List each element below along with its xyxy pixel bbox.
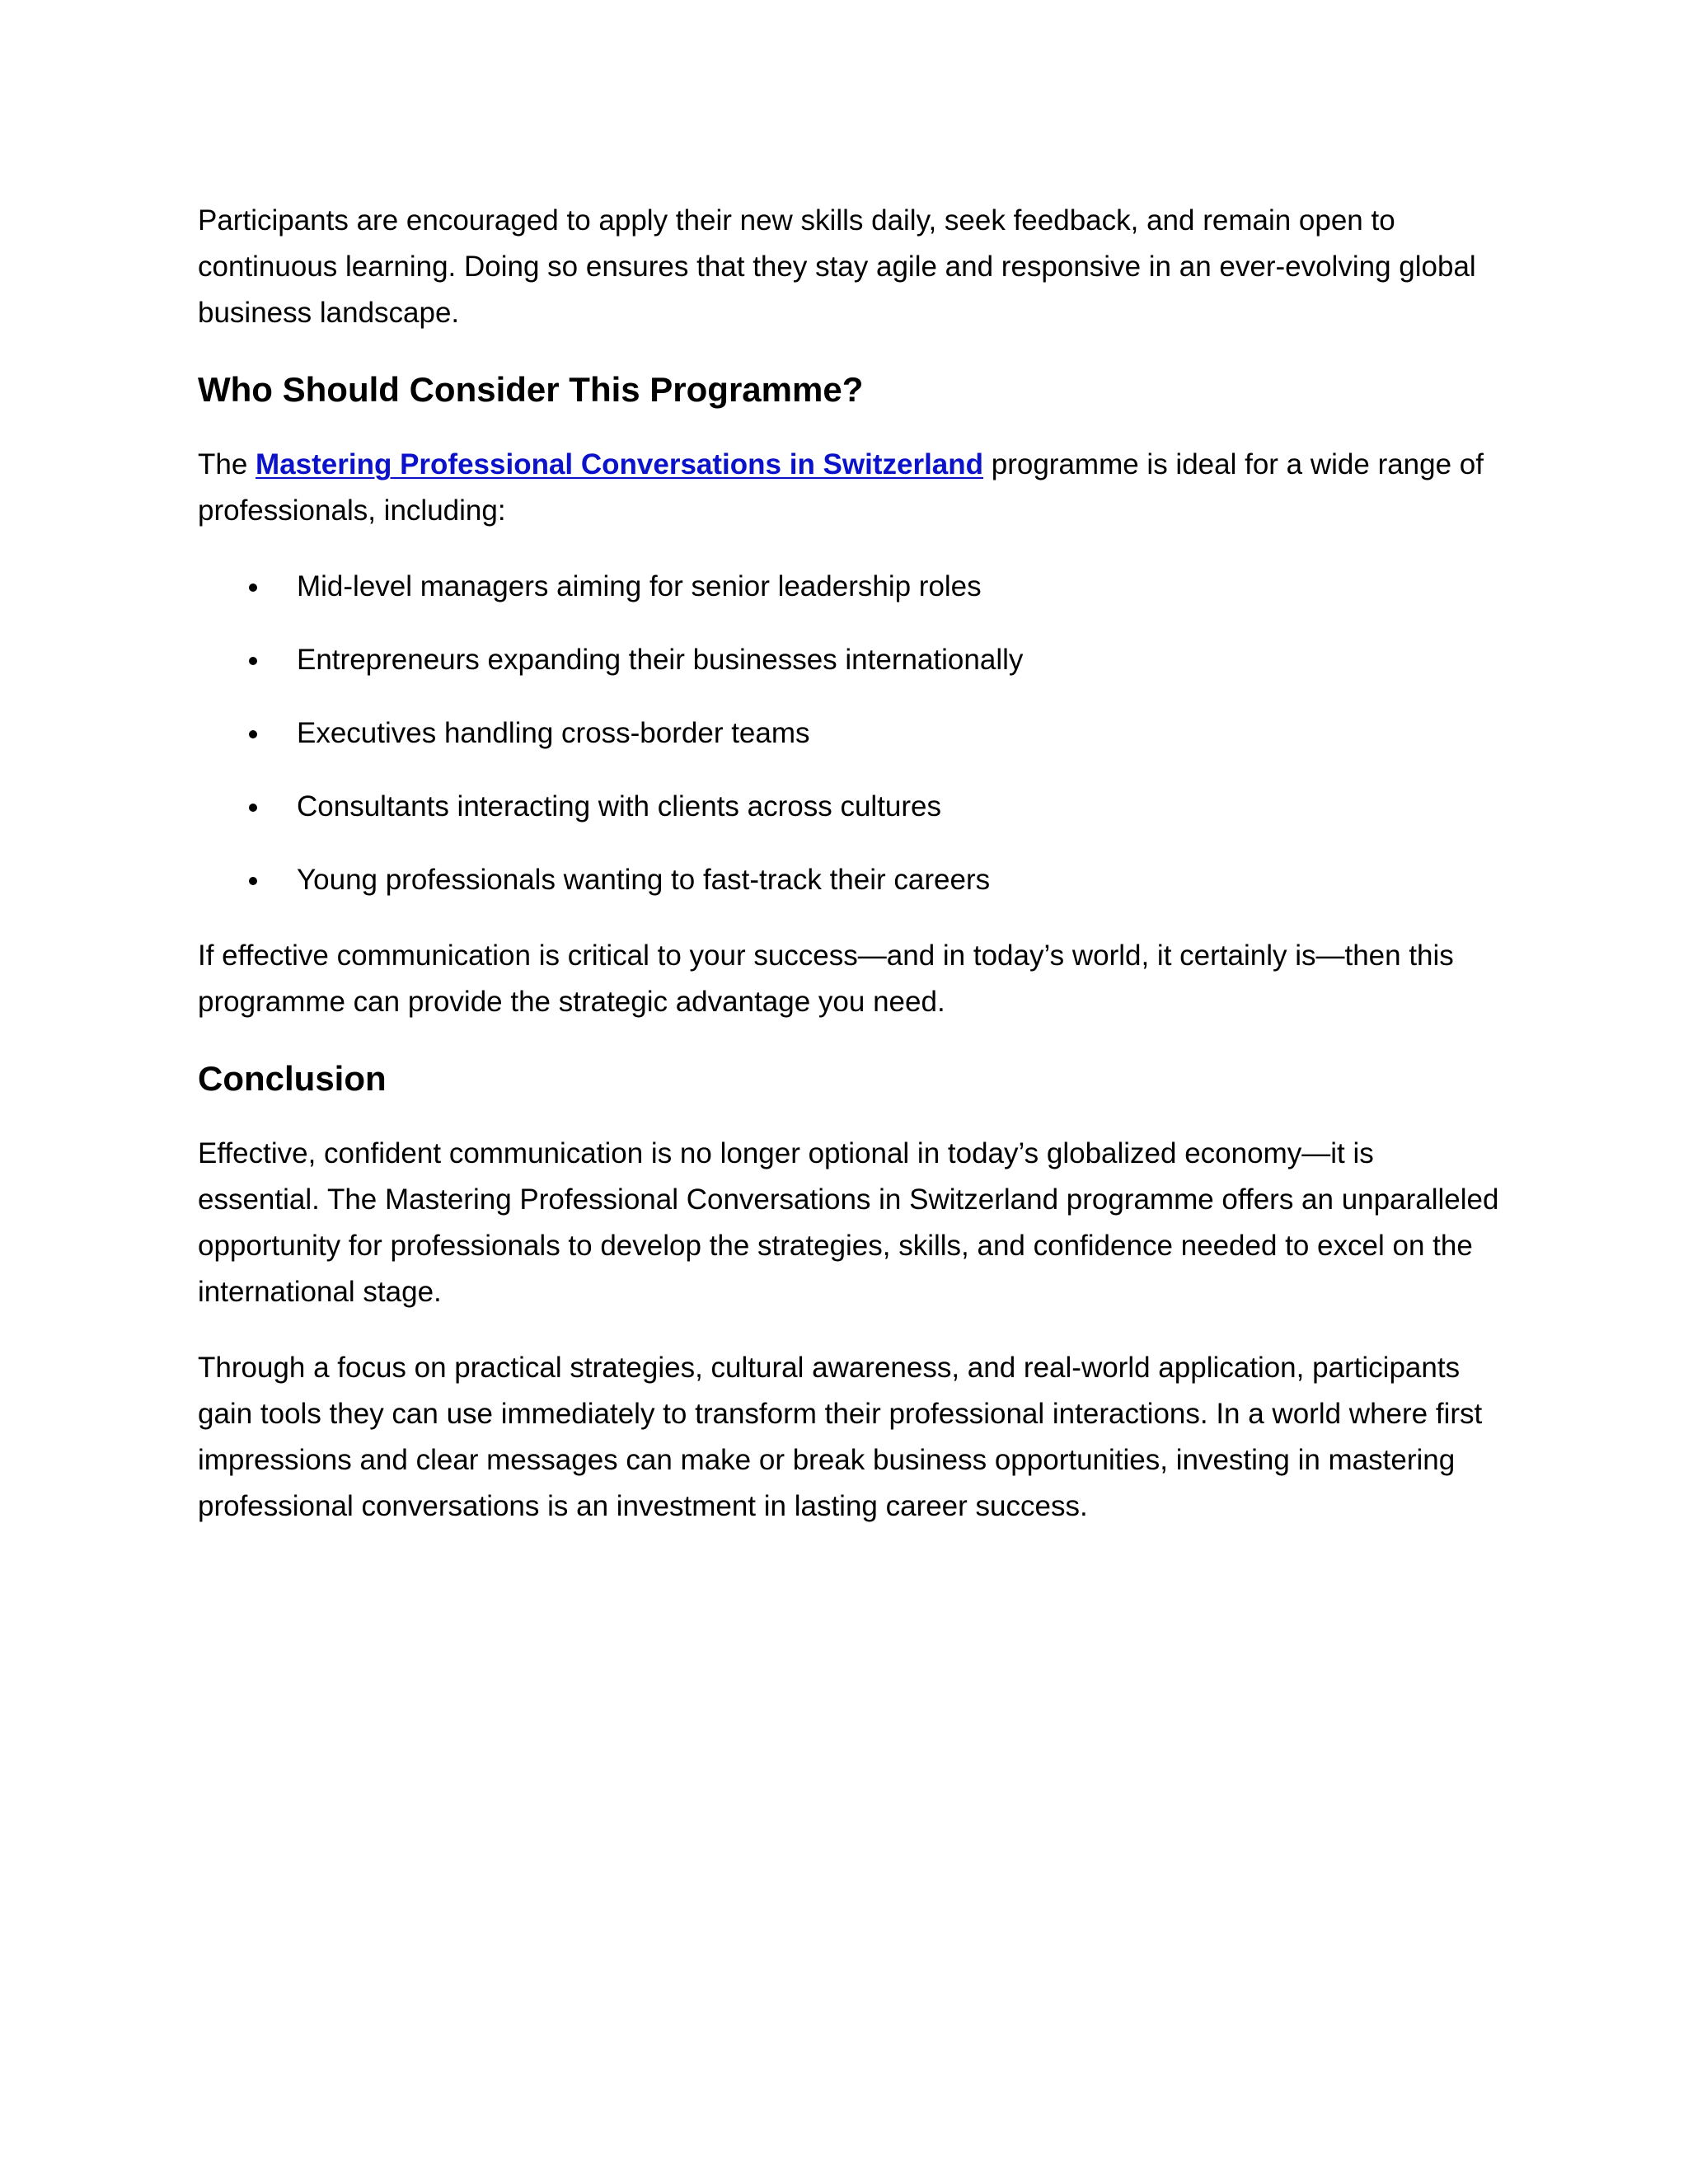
list-item-text: Executives handling cross-border teams [297, 717, 810, 749]
who-intro-prefix: The [198, 448, 256, 480]
list-item [198, 784, 1500, 830]
list-item-text: Young professionals wanting to fast-track their careers [297, 864, 991, 896]
opening-paragraph: Participants are encouraged to apply their new skills daily, seek feedback, and remain open to continuous learning. Doing so ensures that they stay agile and responsive in an ever-evolving global business landscape. [198, 204, 1476, 329]
section-heading-who: Who Should Consider This Programme? [198, 370, 864, 409]
list-item [198, 710, 1500, 757]
list-item-text: Entrepreneurs expanding their businesses internationally [297, 644, 1024, 676]
document-content [198, 198, 1500, 1530]
list-item-text: Consultants interacting with clients across cultures [297, 790, 942, 823]
section-heading-conclusion: Conclusion [198, 1059, 387, 1098]
bullet-icon [249, 804, 257, 812]
who-intro-suffix: programme is ideal for a wide range of professionals, including: [198, 448, 1484, 527]
conclusion-paragraph-2: Through a focus on practical strategies, cultural awareness, and real-world application, participants gain tools they can use immediately to transform their professional interactions. In a world where first impressions and clear messages can make or break business opportunities, investing in mastering professional conversations is an investment in lasting career success. [198, 1352, 1483, 1522]
bullet-icon [249, 877, 257, 885]
audience-list [198, 564, 1500, 903]
bullet-icon [249, 657, 257, 665]
bullet-icon [249, 583, 257, 592]
bullet-icon [249, 730, 257, 738]
who-intro-paragraph [198, 442, 1500, 534]
conclusion-paragraph-1: Effective, confident communication is no longer optional in today’s globalized economy—it is essential. The Mastering Professional Conversations in Switzerland programme offers an unparalleled opportunity for professionals to develop the strategies, skills, and confidence needed to excel on the international stage. [198, 1137, 1499, 1308]
list-item [198, 857, 1500, 903]
programme-link[interactable]: Mastering Professional Conversations in Switzerland [256, 448, 984, 480]
who-closing-paragraph: If effective communication is critical to your success—and in today’s world, it certainly is—then this programme can provide the strategic advantage you need. [198, 940, 1454, 1018]
list-item-text: Mid-level managers aiming for senior leadership roles [297, 570, 982, 602]
list-item [198, 637, 1500, 683]
list-item [198, 564, 1500, 610]
